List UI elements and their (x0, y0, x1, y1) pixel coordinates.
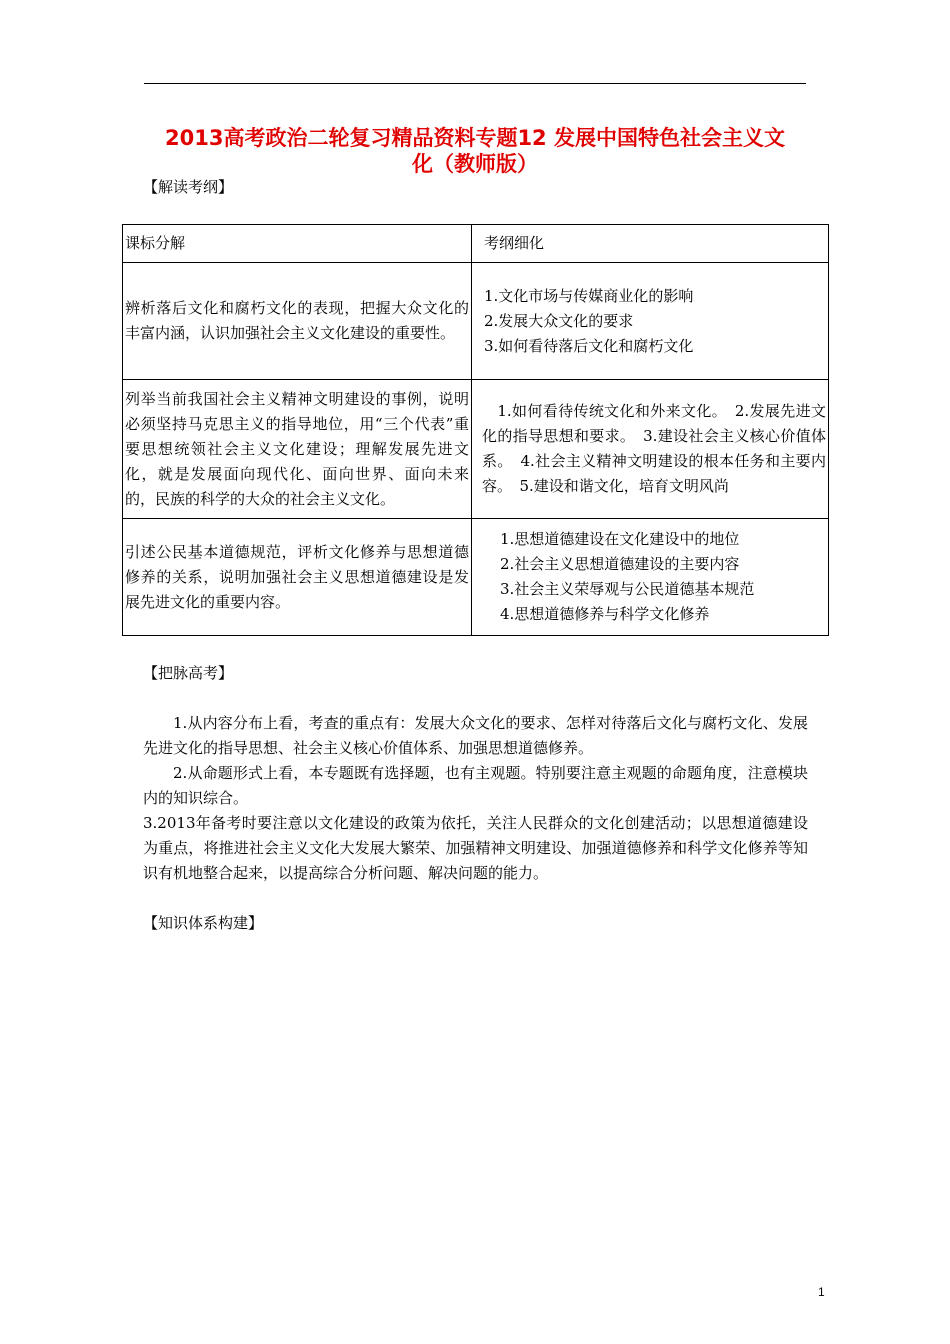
table-cell-detail (472, 263, 829, 380)
table-header-right: 考纲细化 (472, 225, 829, 263)
section-heading-exam: 【把脉高考】 (143, 664, 234, 682)
exam-paragraph-2: 2.从命题形式上看，本专题既有选择题，也有主观题。特别要注意主观题的命题角度，注意模块内的知识综合。 (143, 764, 808, 807)
table-cell-standard: 列举当前我国社会主义精神文明建设的事例，说明必须坚持马克思主义的指导地位，用“三个代表”重要思想统领社会主义文化建设；理解发展先进文化，就是发展面向现代化、面向世界、面向未来的，民族的科学的大众的社会主义文化。 (123, 380, 472, 519)
syllabus-table (122, 224, 829, 636)
table-row (123, 519, 829, 636)
table-cell-standard: 引述公民基本道德规范，评析文化修养与思想道德修养的关系，说明加强社会主义思想道德建设是发展先进文化的重要内容。 (123, 519, 472, 636)
table-cell-standard: 辨析落后文化和腐朽文化的表现，把握大众文化的丰富内涵，认识加强社会主义文化建设的重要性。 (123, 263, 472, 380)
table-cell-detail (472, 519, 829, 636)
section-heading-knowledge: 【知识体系构建】 (143, 914, 264, 932)
table-row (123, 263, 829, 380)
table-header-row (123, 225, 829, 263)
header-rule (144, 83, 806, 84)
detail-item: 3.如何看待落后文化和腐朽文化 (484, 336, 694, 355)
section-heading-outline: 【解读考纲】 (143, 178, 234, 196)
detail-item: 2.社会主义思想道德建设的主要内容 (500, 555, 740, 573)
table-cell-detail: 1.如何看待传统文化和外来文化。 2.发展先进文化的指导思想和要求。 3.建设社会主义核心价值体系。 4.社会主义精神文明建设的根本任务和主要内容。 5.建设和谐文化，培育文明风尚 (472, 380, 829, 519)
doc-title-line1: 2013高考政治二轮复习精品资料专题12 发展中国特色社会主义文 (165, 126, 785, 150)
detail-item: 4.思想道德修养与科学文化修养 (500, 605, 710, 623)
detail-item: 3.社会主义荣辱观与公民道德基本规范 (500, 580, 755, 598)
table-header-left: 课标分解 (123, 225, 472, 263)
detail-item: 1.文化市场与传媒商业化的影响 (484, 286, 694, 305)
detail-item: 2.发展大众文化的要求 (484, 311, 634, 330)
page-number: 1 (818, 1285, 825, 1299)
exam-paragraph-1: 1.从内容分布上看，考查的重点有：发展大众文化的要求、怎样对待落后文化与腐朽文化、发展先进文化的指导思想、社会主义核心价值体系、加强思想道德修养。 (143, 714, 808, 757)
doc-title-line2: 化（教师版） (412, 152, 538, 176)
exam-paragraph-3: 3.2013年备考时要注意以文化建设的政策为依托，关注人民群众的文化创建活动；以思想道德建设为重点，将推进社会主义文化大发展大繁荣、加强精神文明建设、加强道德修养和科学文化修养等知识有机地整合起来，以提高综合分析问题、解决问题的能力。 (143, 814, 808, 882)
detail-item: 1.思想道德建设在文化建设中的地位 (500, 530, 740, 548)
table-row (123, 380, 829, 519)
